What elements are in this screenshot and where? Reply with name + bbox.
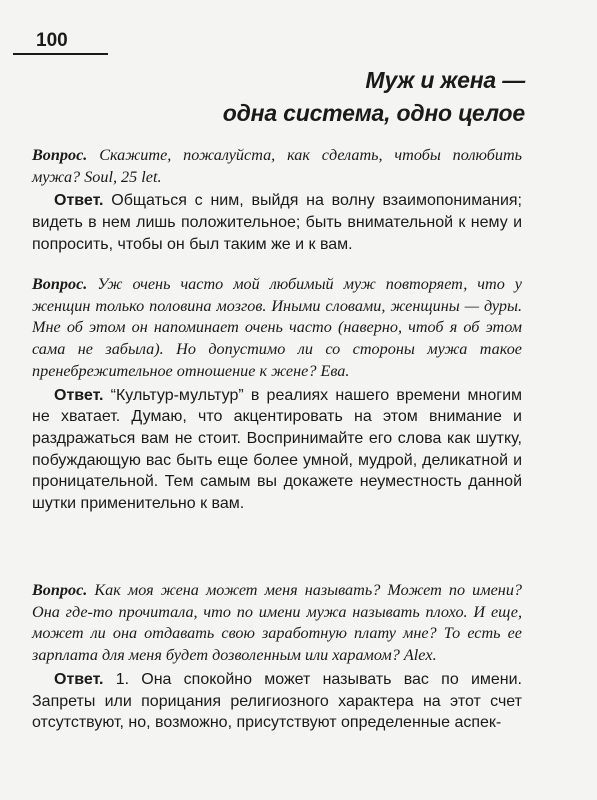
answer-1-text: Общаться с ним, выйдя на волну взаимопонимания; видеть в нем лишь положительное; быть внимательной к нему и попросить, чтобы он был таким же и к вам.: [32, 192, 522, 253]
answer-3-label: Ответ.: [54, 670, 104, 688]
answer-1: [32, 190, 522, 255]
qa-block-1: [32, 145, 522, 256]
question-3-text: Как моя жена может меня называть? Может по имени? Она где-то прочитала, что по имени мужа называть плохо. И еще, может ли она отдавать свою заработную плату мне? То есть ее зарплата для меня будет дозволенным или харамом? Alex.: [32, 581, 523, 665]
answer-2-text: “Культур-мультур” в реалиях нашего времени многим не хватает. Думаю, что акцентировать на этом внимание и раздражаться вам не стоит. Воспринимайте его слова как шутку, побуждающую вас быть еще более умной, мудрой, деликатной и проницательной. Тем самым вы докажете неуместность данной шутки применительно к вам.: [32, 386, 522, 513]
answer-3: [32, 669, 522, 734]
question-3-label: Вопрос.: [32, 581, 88, 599]
qa-block-3: [32, 580, 522, 734]
section-heading-line-2: одна система, одно целое: [222, 100, 525, 126]
answer-2: [32, 385, 522, 515]
question-2-label: Вопрос.: [32, 275, 88, 293]
answer-1-label: Ответ.: [54, 192, 104, 210]
question-1-text: Скажите, пожалуйста, как сделать, чтобы полюбить мужа? Soul, 25 let.: [32, 146, 523, 186]
section-heading-line-1: Муж и жена —: [365, 67, 525, 93]
section-heading: [223, 64, 525, 130]
page-number: 100: [36, 30, 68, 51]
qa-block-2: [32, 274, 522, 515]
answer-2-label: Ответ.: [54, 386, 104, 404]
question-1: [32, 145, 522, 188]
answer-3-text: 1. Она спокойно может называть вас по имени. Запреты или порицания религиозного характера на этот счет отсутствуют, но, возможно, присутствуют определенные аспек-: [32, 670, 522, 732]
question-3: [32, 580, 522, 667]
question-2: [32, 274, 522, 383]
header-rule: [13, 53, 108, 55]
question-2-text: Уж очень часто мой любимый муж повторяет, что у женщин только половина мозгов. Иными словами, женщины — дуры. Мне об этом он напоминает очень часто (наверно, чтоб я об этом сама не забыла). Но допустимо ли со стороны мужа такое пренебрежительное отношение к жене? Ева.: [32, 275, 522, 380]
question-1-label: Вопрос.: [32, 146, 88, 164]
